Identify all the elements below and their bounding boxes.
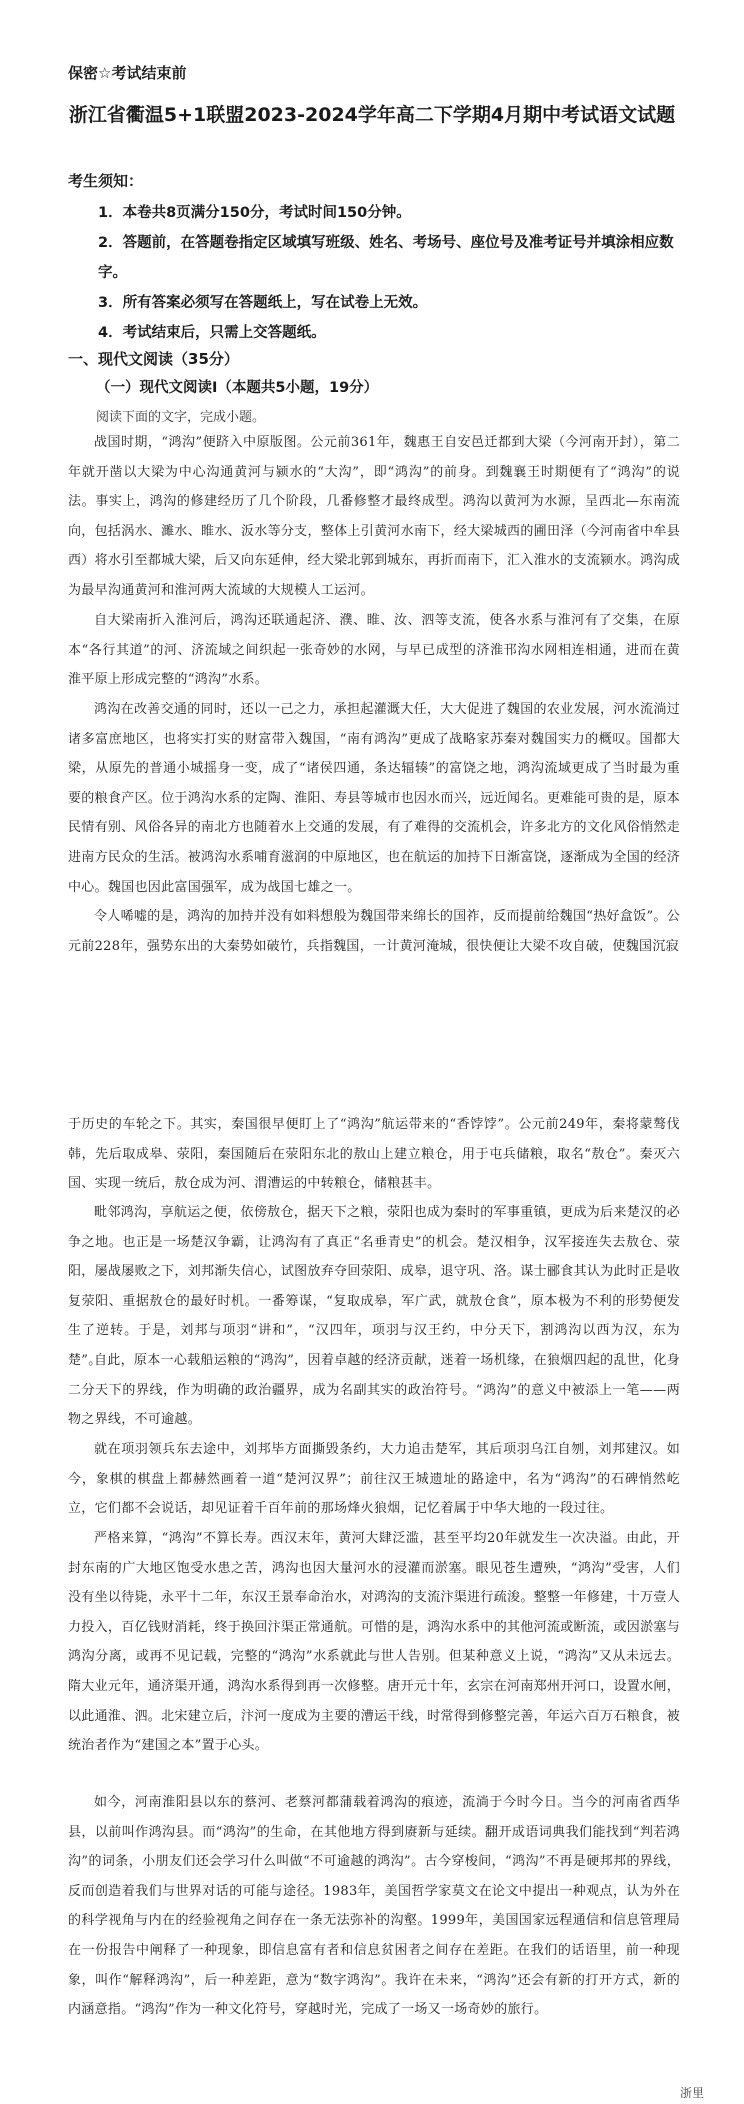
notice-list	[68, 198, 680, 348]
subsection-title: （一）现代文阅读Ⅰ（本题共5小题，19分）	[96, 380, 379, 396]
notice-item: 1．本卷共8页满分150分，考试时间150分钟。	[98, 205, 411, 221]
passage-paragraph: 鸿沟在改善交通的同时，还以一己之力，承担起灌溉大任，大大促进了魏国的农业发展，河水流淌过诸多富庶地区，也将实打实的财富带入魏国，“南有鸿沟”更成了战略家苏秦对魏国实力的概叹。国都大梁，从原先的普通小城摇身一变，成了“诸侯四通，条达辐辏”的富饶之地，鸿沟流域更成了当时最为重要的粮食产区。位于鸿沟水系的定陶、淮阳、寿县等城市也因水而兴，远近闻名。更难能可贵的是，原本民情有别、风俗各异的南北方也随着水上交通的发展，有了难得的交流机会，许多北方的文化风俗悄然走进南方民众的生活。被鸿沟水系哺育滋润的中原地区，也在航运的加持下日渐富饶，逐渐成为全国的经济中心。魏国也因此富国强军，成为战国七雄之一。	[68, 702, 680, 895]
page-title: 浙江省衢温5+1联盟2023-2024学年高二下学期4月期中考试语文试题	[68, 104, 676, 126]
notice-item: 3．所有答案必须写在答题纸上，写在试卷上无效。	[98, 295, 428, 311]
reading-instruction: 阅读下面的文字，完成小题。	[96, 410, 266, 425]
passage-paragraph: 于历史的车轮之下。其实，秦国很早便盯上了“鸿沟”航运带来的“香饽饽”。公元前249年，秦将蒙骜伐韩，先后取成皋、荥阳，秦国随后在荥阳东北的敖山上建立粮仓，用于屯兵储粮，取名“敖仓”。秦灭六国、实现一统后，敖仓成为河、渭漕运的中转粮仓，储粮甚丰。	[68, 1117, 680, 1192]
passage-paragraph: 就在项羽领兵东去途中，刘邦毕方面撕毁条约，大力追击楚军，其后项羽乌江自刎，刘邦建汉。如今，象棋的棋盘上都赫然画着一道“楚河汉界”；前往汉王城遗址的路途中，名为“鸿沟”的石碑悄然屹立，它们都不会说话，却见证着千百年前的那场烽火狼烟，记忆着属于中华大地的一段过往。	[68, 1442, 680, 1517]
section-title: 一、现代文阅读（35分）	[68, 350, 239, 368]
passage-paragraph: 令人唏嘘的是，鸿沟的加持并没有如料想般为魏国带来绵长的国祚，反而提前给魏国“热好盒饭”。公元前228年，强势东出的大秦势如破竹，兵指魏国，一计黄河淹城，很快便让大梁不攻自破，使魏国沉寂	[68, 909, 680, 954]
notice-item: 4．考试结束后，只需上交答题纸。	[98, 325, 326, 341]
passage-paragraph: 严格来算，“鸿沟”不算长寿。西汉末年，黄河大肆泛滥，甚至平均20年就发生一次决溢。由此，开封东南的广大地区饱受水患之苦，鸿沟也因大量河水的浸灌而淤塞。眼见苍生遭殃，“鸿沟”受害，人们没有坐以待毙，永平十二年，东汉王景奉命治水，对鸿沟的支流汴渠进行疏浚。整整一年修建，十万壹人力投入，百亿钱财消耗，终于换回汴渠正常通航。可惜的是，鸿沟水系中的其他河流或断流，或因淤塞与鸿沟分离，或再不见记载，完整的“鸿沟”水系就此与世人告别。但某种意义上说，“鸿沟”又从未远去。隋大业元年，通济渠开通，鸿沟水系得到再一次修整。唐开元十年，玄宗在河南郑州开河口，设置水闸，以此通淮、泗。北宋建立后，汴河一度成为主要的漕运干线，时常得到修整完善，年运六百万石粮食，被统治者作为“建国之本”置于心头。	[68, 1531, 680, 1754]
passage-paragraph: 自大梁南折入淮河后，鸿沟还联通起济、濮、睢、汝、泗等支流，使各水系与淮河有了交集，在原本“各行其道”的河、济流域之间织起一张奇妙的水网，与早已成型的济淮邗沟水网相连相通，进而在黄淮平原上形成完整的“鸿沟”水系。	[68, 613, 680, 688]
passage-paragraph: 自此，原本一心载船运粮的“鸿沟”，因着卓越的经济贡献，迷着一场机缘，在狼烟四起的乱世，化身二分天下的界线，作为明确的政治疆界，成为名副其实的政治符号。“鸿沟”的意义中被添上一笔——两物之界线，不可逾越。	[68, 1353, 680, 1428]
notice-heading: 考生须知：	[68, 172, 144, 190]
passage-paragraph: 如今，河南淮阳县以东的蔡河、老蔡河都蒲载着鸿沟的痕迹，流淌于今时今日。当今的河南省西华县，以前叫作鸿沟县。而“鸿沟”的生命，在其他地方得到赓新与延续。翻开成语词典我们能找到“判若鸿沟”的词条，小朋友们还会学习什么叫做“不可逾越的鸿沟”。古今穿梭间，“鸿沟”不再是硬邦邦的界线，反而创造着我们与世界对话的可能与途径。1983年，美国哲学家莫文在论文中提出一种观点，认为外在的科学视角与内在的经验视角之间存在一条无法弥补的沟壑。1999年，美国国家远程通信和信息管理局在一份报告中阐释了一种现象，即信息富有者和信息贫困者之间存在差距。在我们的话语里，前一种现象，叫作“解释鸿沟”，后一种差距，意为“数字鸿沟”。我许在未来，“鸿沟”还会有新的打开方式，新的内涵意指。“鸿沟”作为一种文化符号，穿越时光，完成了一场又一场奇妙的旅行。	[68, 1795, 680, 2018]
passage-paragraph: 毗邻鸿沟，享航运之便，依傍敖仓，据天下之粮，荥阳也成为秦时的军事重镇，更成为后来楚汉的必争之地。也正是一场楚汉争霸，让鸿沟有了真正“名垂青史”的机会。楚汉相争，汉军接连失去敖仓、荥阳，屡战屡败之下，刘邦渐失信心，试图放弃夺回荥阳、成皋，退守巩、洛。谋士郦食其认为此时正是收复荥阳、重据敖仓的最好时机。一番筹谋，“复取成皋，军广武，就敖仓食”，原本极为不利的形势便发生了逆转。于是，刘邦与项羽“讲和”，“汉四年，项羽与汉王约，中分天下，割鸿沟以西为汉，东为楚”。	[68, 1205, 680, 1368]
notice-item: 2．答题前，在答题卷指定区域填写班级、姓名、考场号、座位号及准考证号并填涂相应数字。	[98, 235, 674, 281]
passage-paragraph: 战国时期，“鸿沟”便跻入中原版图。公元前361年，魏惠王自安邑迁都到大梁（今河南开封），第二年就开凿以大梁为中心沟通黄河与颍水的“大沟”，即“鸿沟”的前身。到魏襄王时期便有了“鸿沟”的说法。事实上，鸿沟的修建经历了几个阶段，几番修整才最终成型。鸿沟以黄河为水源，呈西北—东南流向，包括涡水、濉水、睢水、汳水等分支，整体上引黄河水南下，经大梁城西的圃田泽（今河南省中牟县西）将水引至都城大梁，后又向东延伸，经大梁北郭到城东，再折而南下，汇入淮水的支流颍水。鸿沟成为最早沟通黄河和淮河两大流域的大规模人工运河。	[68, 435, 680, 598]
confidential-label: 保密☆考试结束前	[68, 64, 187, 82]
footer-mark: 浙里	[679, 2086, 704, 2100]
